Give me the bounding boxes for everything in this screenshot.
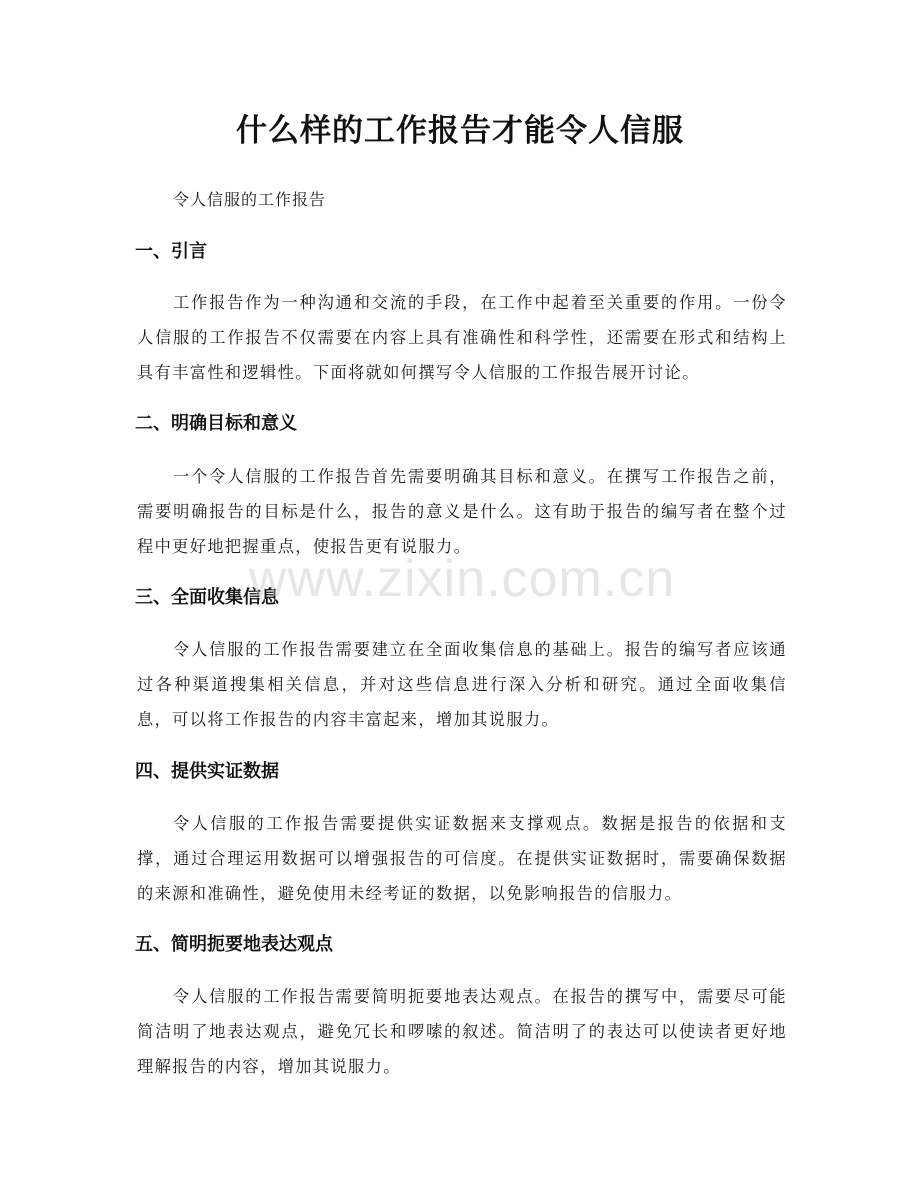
section-body-3: 令人信服的工作报告需要建立在全面收集信息的基础上。报告的编写者应该通过各种渠道搜集相关信息，并对这些信息进行深入分析和研究。通过全面收集信息，可以将工作报告的内容丰富起来，增加其说服力。 [137,640,787,729]
section-body-2: 一个令人信服的工作报告首先需要明确其目标和意义。在撰写工作报告之前，需要明确报告的目标是什么，报告的意义是什么。这有助于报告的编写者在整个过程中更好地把握重点，使报告更有说服力。 [137,467,787,556]
section-body-1: 工作报告作为一种沟通和交流的手段，在工作中起着至关重要的作用。一份令人信服的工作报告不仅需要在内容上具有准确性和科学性，还需要在形式和结构上具有丰富性和逻辑性。下面将就如何撰写令人信服的工作报告展开讨论。 [137,293,787,382]
section-heading-1: 一、引言 [135,241,207,262]
document-title: 什么样的工作报告才能令人信服 [236,113,684,149]
watermark: www.zixin.com.cn [248,550,676,608]
section-heading-3: 三、全面收集信息 [135,587,279,608]
document-subtitle: 令人信服的工作报告 [173,190,327,209]
section-heading-4: 四、提供实证数据 [135,761,279,782]
section-heading-5: 五、简明扼要地表达观点 [135,934,333,955]
section-heading-2: 二、明确目标和意义 [135,413,297,434]
section-body-4: 令人信服的工作报告需要提供实证数据来支撑观点。数据是报告的依据和支撑，通过合理运用数据可以增强报告的可信度。在提供实证数据时，需要确保数据的来源和准确性，避免使用未经考证的数据，以免影响报告的信服力。 [137,814,787,903]
section-body-5: 令人信服的工作报告需要简明扼要地表达观点。在报告的撰写中，需要尽可能简洁明了地表达观点，避免冗长和啰嗦的叙述。简洁明了的表达可以使读者更好地理解报告的内容，增加其说服力。 [137,987,787,1076]
